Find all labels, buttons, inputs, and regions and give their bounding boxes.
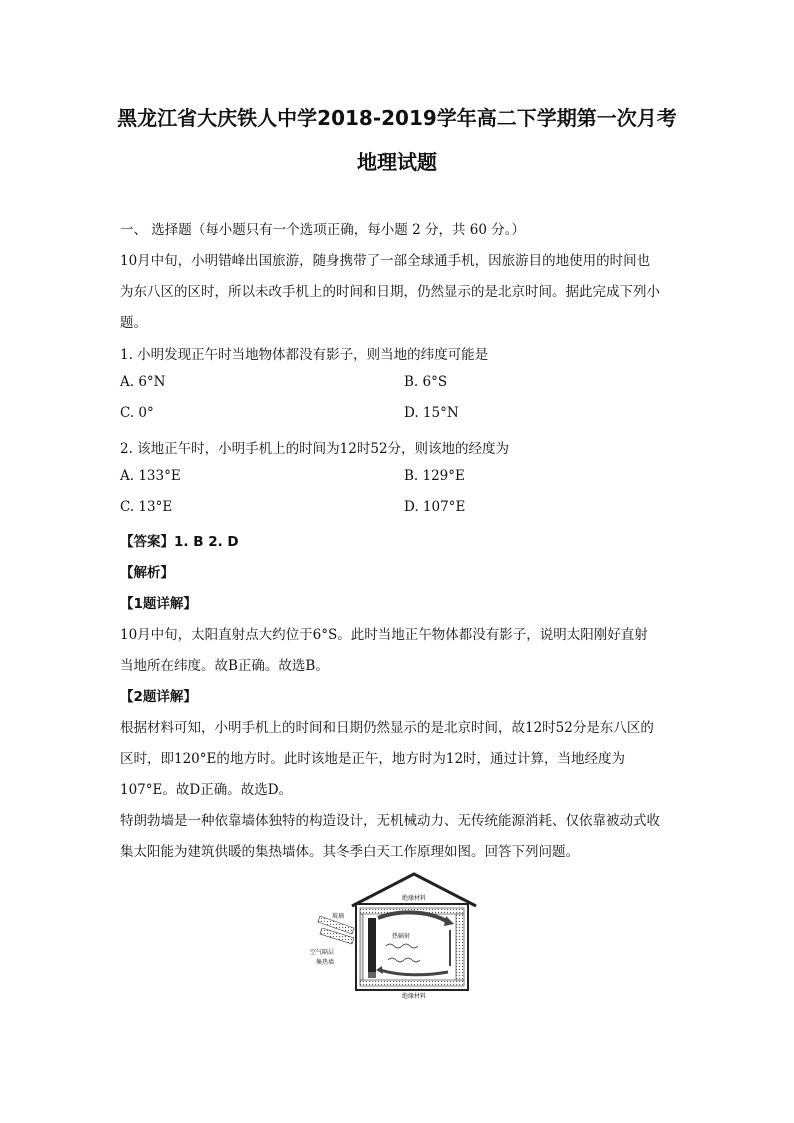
detail2-line: 根据材料可知，小明手机上的时间和日期仍然显示的是北京时间，故12时52分是东八区的: [120, 720, 654, 736]
q2-option-a: A. 133°E: [120, 468, 181, 484]
sun-rays-icon: [318, 916, 354, 944]
document-subtitle: 地理试题: [357, 150, 437, 174]
answer-line: 【答案】1. B 2. D: [120, 534, 239, 550]
material2-line: 特朗勃墙是一种依靠墙体独特的构造设计，无机械动力、无传统能源消耗、仅依靠被动式收: [120, 813, 660, 829]
question1-stem: 1. 小明发现正午时当地物体都没有影子，则当地的纬度可能是: [120, 347, 489, 363]
label-top-insulation: 绝缘材料: [401, 895, 427, 902]
material1-line: 为东八区的区时，所以未改手机上的时间和日期，仍然显示的是北京时间。据此完成下列小: [120, 284, 660, 300]
q1-option-d: D. 15°N: [404, 405, 459, 421]
q1-option-a: A. 6°N: [120, 374, 166, 390]
q1-option-b: B. 6°S: [404, 374, 448, 390]
detail2-line: 107°E。故D正确。故选D。: [120, 782, 293, 798]
q2-option-b: B. 129°E: [404, 468, 465, 484]
q2-option-c: C. 13°E: [120, 499, 173, 515]
document-title: 黑龙江省大庆铁人中学2018-2019学年高二下学期第一次月考: [117, 106, 677, 130]
bottom-insulation: [360, 980, 464, 986]
detail1-label: 【1题详解】: [120, 596, 197, 612]
q1-option-c: C. 0°: [120, 405, 154, 421]
question2-stem: 2. 该地正午时，小明手机上的时间为12时52分，则该地的经度为: [120, 441, 510, 457]
material1-line: 题。: [120, 315, 147, 331]
label-wall: 集热墙: [316, 959, 335, 966]
trombe-wall-diagram: [308, 872, 480, 1000]
q2-option-d: D. 107°E: [404, 499, 466, 515]
detail1-line: 当地所在纬度。故B正确。故选B。: [120, 658, 329, 674]
material2-line: 集太阳能为建筑供暖的集热墙体。其冬季白天工作原理如图。回答下列问题。: [120, 844, 579, 860]
label-radiation: 热辐射: [392, 933, 411, 940]
collector-wall: [368, 918, 376, 972]
section-heading: 一、 选择题（每小题只有一个选项正确，每小题 2 分，共 60 分。）: [120, 222, 525, 238]
bottom-vent: [368, 972, 376, 978]
analysis-label: 【解析】: [120, 565, 174, 581]
side-insulation: [456, 914, 464, 980]
label-bottom-insulation: 绝缘材料: [401, 993, 427, 1000]
detail2-line: 区时，即120°E的地方时。此时该地是正午，地方时为12时，通过计算，当地经度为: [120, 751, 626, 767]
detail2-label: 【2题详解】: [120, 689, 197, 705]
material1-line: 10月中旬，小明错峰出国旅游，随身携带了一部全球通手机，因旅游目的地使用的时间也: [120, 253, 651, 269]
label-air-layer: 空气隔层: [310, 949, 335, 956]
label-glass: 玻璃: [332, 913, 345, 920]
glass-pane: [360, 914, 363, 980]
detail1-line: 10月中旬，太阳直射点大约位于6°S。此时当地正午物体都没有影子，说明太阳刚好直射: [120, 627, 648, 643]
